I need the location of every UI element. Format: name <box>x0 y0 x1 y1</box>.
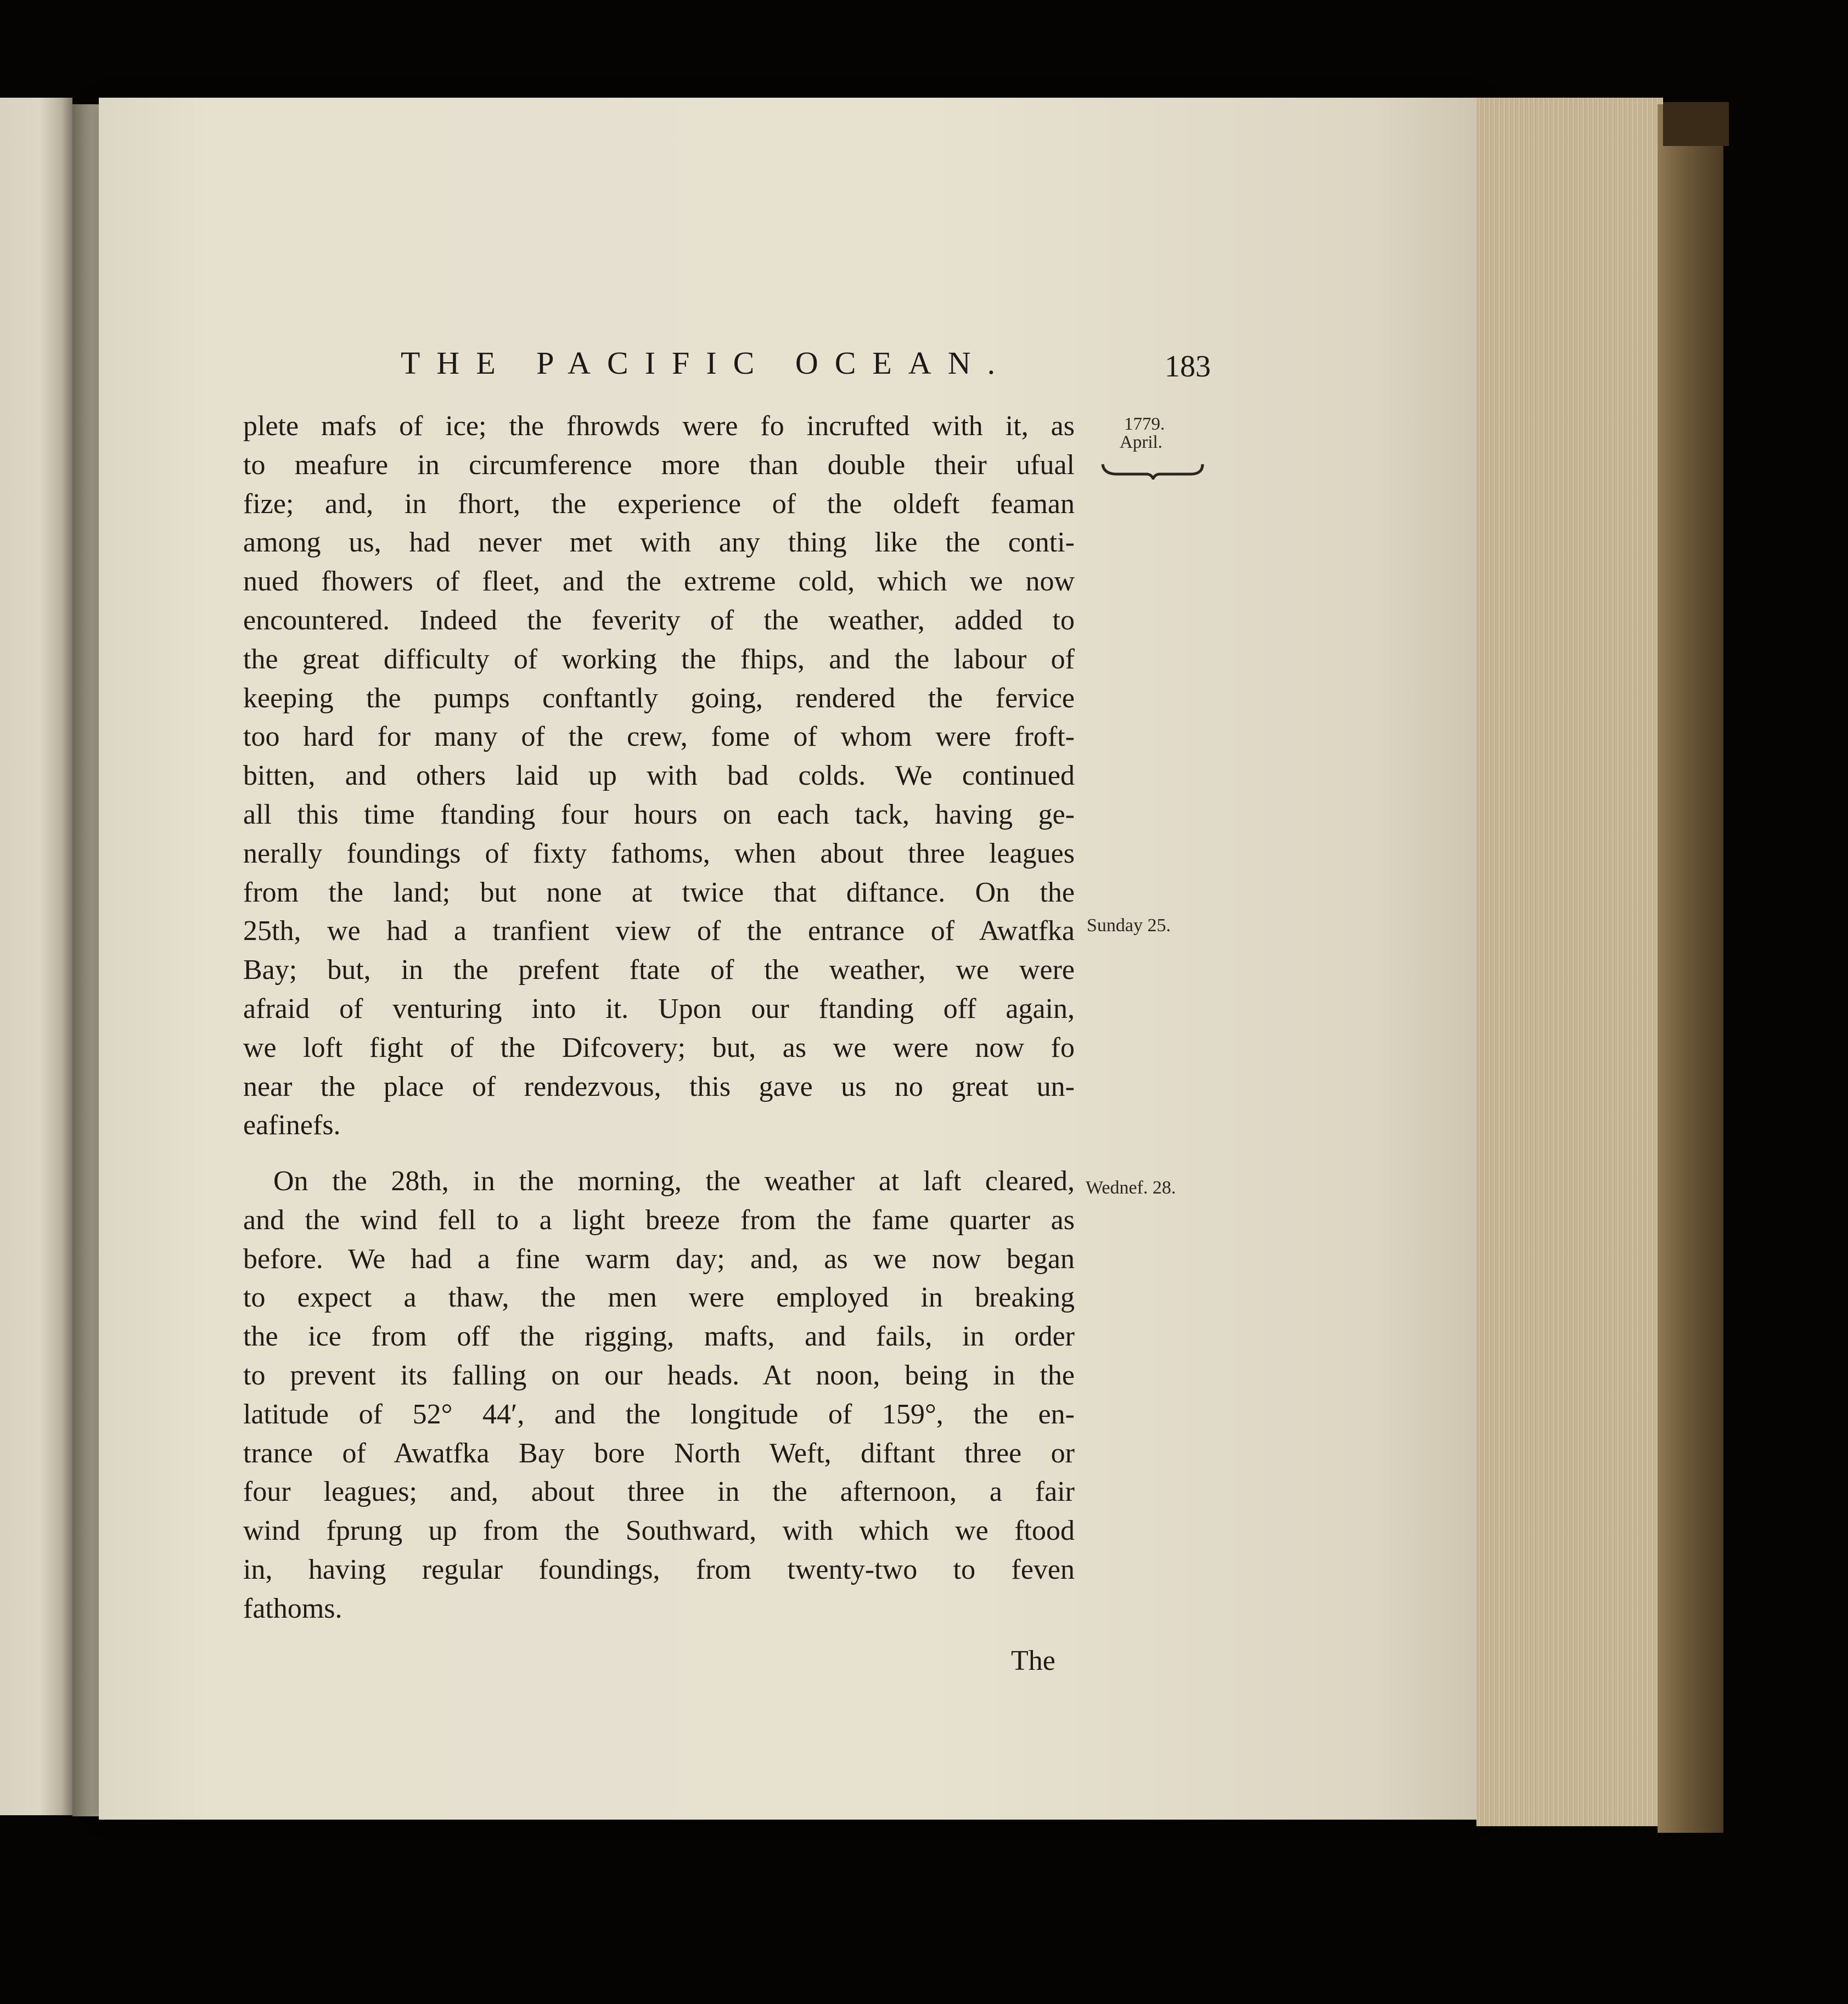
margin-note-month: April. <box>1120 432 1162 452</box>
text-line: among us, had never met with any thing like the conti- <box>243 527 1075 559</box>
text-line: On the 28th, in the morning, the weather at laft cleared, <box>273 1166 1075 1197</box>
text-line: bitten, and others laid up with bad colds. We continued <box>243 760 1075 792</box>
text-line: four leagues; and, about three in the afternoon, a fair <box>243 1476 1075 1508</box>
catchword: The <box>1011 1645 1055 1676</box>
text-line: to expect a thaw, the men were employed in breaking <box>243 1282 1075 1314</box>
text-line: to meafure in circumference more than double their ufual <box>243 449 1075 481</box>
text-line: to prevent its falling on our heads. At noon, being in the <box>243 1359 1075 1391</box>
page-number: 183 <box>1165 350 1211 384</box>
running-title: THE PACIFIC OCEAN. <box>401 345 1012 381</box>
margin-brace-icon <box>1100 460 1205 480</box>
text-line: in, having regular foundings, from twenty-two to feven <box>243 1553 1075 1585</box>
page-fore-edge <box>1476 98 1663 1826</box>
text-line: and the wind fell to a light breeze from the fame quarter as <box>243 1204 1075 1236</box>
text-line: from the land; but none at twice that diftance. On the <box>243 876 1075 908</box>
text-line: too hard for many of the crew, fome of whom were froft- <box>243 721 1075 753</box>
margin-note-year: 1779. <box>1124 414 1165 434</box>
text-line: 25th, we had a tranfient view of the entrance of Awatfka <box>243 915 1075 947</box>
text-line: eafinefs. <box>243 1110 341 1141</box>
text-line: near the place of rendezvous, this gave us no great un- <box>243 1071 1075 1102</box>
text-line: trance of Awatfka Bay bore North Weft, diftant three or <box>243 1437 1075 1469</box>
text-line: nued fhowers of fleet, and the extreme cold, which we now <box>243 566 1075 598</box>
text-line: keeping the pumps conftantly going, rendered the fervice <box>243 682 1075 714</box>
text-line: all this time ftanding four hours on each tack, having ge- <box>243 798 1075 830</box>
margin-note-wednesday: Wednef. 28. <box>1086 1178 1176 1198</box>
text-line: wind fprung up from the Southward, with which we ftood <box>243 1515 1075 1547</box>
text-line: fathoms. <box>243 1592 342 1624</box>
text-line: afraid of venturing into it. Upon our ftanding off again, <box>243 993 1075 1024</box>
text-line: nerally foundings of fixty fathoms, when about three leagues <box>243 837 1075 869</box>
book-cover-edge <box>1658 104 1723 1833</box>
text-line: latitude of 52° 44′, and the longitude of 159°, the en- <box>243 1398 1075 1430</box>
text-line: Bay; but, in the prefent ftate of the weather, we were <box>243 954 1075 986</box>
paragraph-2 <box>243 1162 1075 1629</box>
text-line: we loft fight of the Difcovery; but, as we were now fo <box>243 1032 1075 1063</box>
text-line: encountered. Indeed the feverity of the weather, added to <box>243 604 1075 636</box>
text-line: fize; and, in fhort, the experience of the oldeft feaman <box>243 488 1075 520</box>
text-line: plete mafs of ice; the fhrowds were fo incrufted with it, as <box>243 410 1075 442</box>
margin-note-sunday: Sunday 25. <box>1087 915 1171 936</box>
text-line: the great difficulty of working the fhips, and the labour of <box>243 643 1075 675</box>
text-line: the ice from off the rigging, mafts, and fails, in order <box>243 1321 1075 1353</box>
book-cover-corner <box>1663 102 1729 146</box>
paragraph-1 <box>243 407 1075 1145</box>
facing-page-edge <box>0 98 72 1815</box>
text-line: before. We had a fine warm day; and, as we now began <box>243 1243 1075 1275</box>
